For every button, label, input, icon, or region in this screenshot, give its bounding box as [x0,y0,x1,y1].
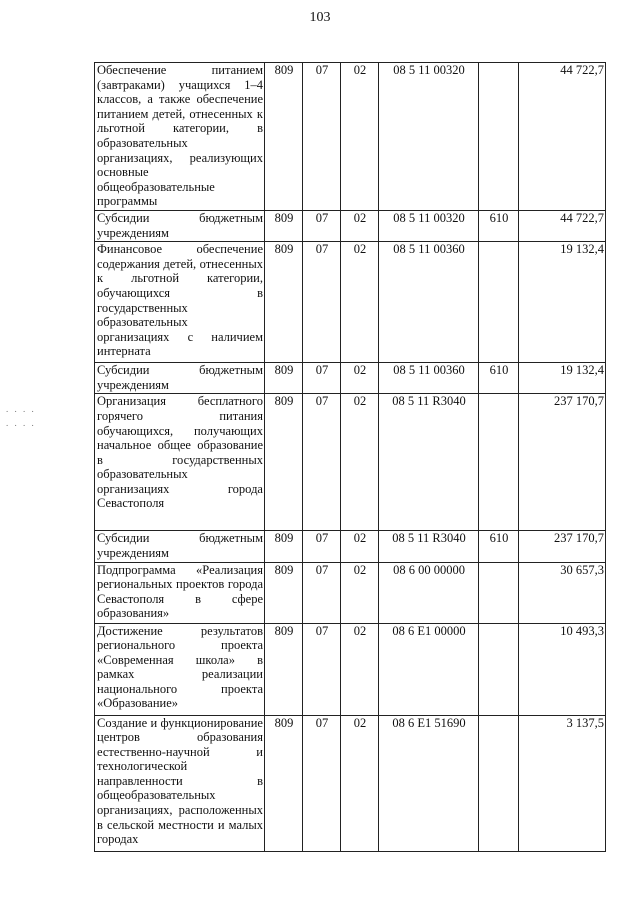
row-sum: 19 132,4 [519,242,606,363]
row-rz: 07 [303,562,341,623]
row-pr: 02 [341,531,379,562]
row-gr: 809 [265,242,303,363]
row-name: Создание и функционирование центров образования естественно-научной и технологической направленности в общеобразовательных организациях, расположенных в сельской местности и малых городах [95,715,265,851]
row-sum: 19 132,4 [519,363,606,394]
table-row [95,562,606,623]
table-row [95,242,606,363]
row-name: Субсидии бюджетным учреждениям [95,363,265,394]
row-vr: 610 [479,210,519,241]
table-row [95,63,606,211]
row-sum: 10 493,3 [519,623,606,715]
table-row [95,623,606,715]
row-csr: 08 5 11 R3040 [379,394,479,531]
row-gr: 809 [265,715,303,851]
row-vr [479,562,519,623]
row-rz: 07 [303,623,341,715]
row-csr: 08 5 11 00320 [379,210,479,241]
row-rz: 07 [303,363,341,394]
table-row [95,394,606,531]
table-row [95,531,606,562]
row-gr: 809 [265,210,303,241]
row-name: Субсидии бюджетным учреждениям [95,210,265,241]
row-pr: 02 [341,242,379,363]
row-vr: 610 [479,531,519,562]
row-sum: 237 170,7 [519,394,606,531]
row-csr: 08 5 11 00360 [379,363,479,394]
row-rz: 07 [303,63,341,211]
row-gr: 809 [265,562,303,623]
row-vr [479,394,519,531]
row-pr: 02 [341,394,379,531]
row-name: Подпрограмма «Реализация региональных проектов города Севастополя в сфере образования» [95,562,265,623]
table-row [95,210,606,241]
row-pr: 02 [341,715,379,851]
row-csr: 08 5 11 00320 [379,63,479,211]
table-row [95,363,606,394]
row-name: Финансовое обеспечение содержания детей, отнесенных к льготной категории, обучающихся в государственных образовательных организациях с наличием интерната [95,242,265,363]
table-row [95,715,606,851]
row-csr: 08 5 11 00360 [379,242,479,363]
row-sum: 3 137,5 [519,715,606,851]
row-rz: 07 [303,531,341,562]
row-csr: 08 6 E1 00000 [379,623,479,715]
budget-table [94,62,606,852]
row-vr: 610 [479,363,519,394]
row-sum: 44 722,7 [519,210,606,241]
row-pr: 02 [341,623,379,715]
row-csr: 08 6 E1 51690 [379,715,479,851]
row-pr: 02 [341,562,379,623]
row-gr: 809 [265,63,303,211]
row-gr: 809 [265,394,303,531]
row-csr: 08 6 00 00000 [379,562,479,623]
row-rz: 07 [303,394,341,531]
row-sum: 237 170,7 [519,531,606,562]
row-vr [479,242,519,363]
row-gr: 809 [265,363,303,394]
row-vr [479,715,519,851]
row-rz: 07 [303,210,341,241]
row-csr: 08 5 11 R3040 [379,531,479,562]
row-gr: 809 [265,531,303,562]
row-pr: 02 [341,210,379,241]
row-name: Достижение результатов регионального проекта «Современная школа» в рамках реализации национального проекта «Образование» [95,623,265,715]
row-sum: 30 657,3 [519,562,606,623]
row-sum: 44 722,7 [519,63,606,211]
row-vr [479,623,519,715]
row-name: Субсидии бюджетным учреждениям [95,531,265,562]
row-rz: 07 [303,242,341,363]
row-gr: 809 [265,623,303,715]
page-number: 103 [309,10,331,25]
row-name: Организация бесплатного горячего питания обучающихся, получающих начальное общее образование в государственных образовательных организациях города Севастополя [95,394,265,531]
row-name: Обеспечение питанием (завтраками) учащихся 1–4 классов, а также обеспечение питанием детей, отнесенных к льготной категории, в образовательных организациях, реализующих основные общеобразовательные программы [95,63,265,211]
row-rz: 07 [303,715,341,851]
row-vr [479,63,519,211]
row-pr: 02 [341,363,379,394]
row-pr: 02 [341,63,379,211]
margin-marks: . . . . . . . . [6,404,36,428]
